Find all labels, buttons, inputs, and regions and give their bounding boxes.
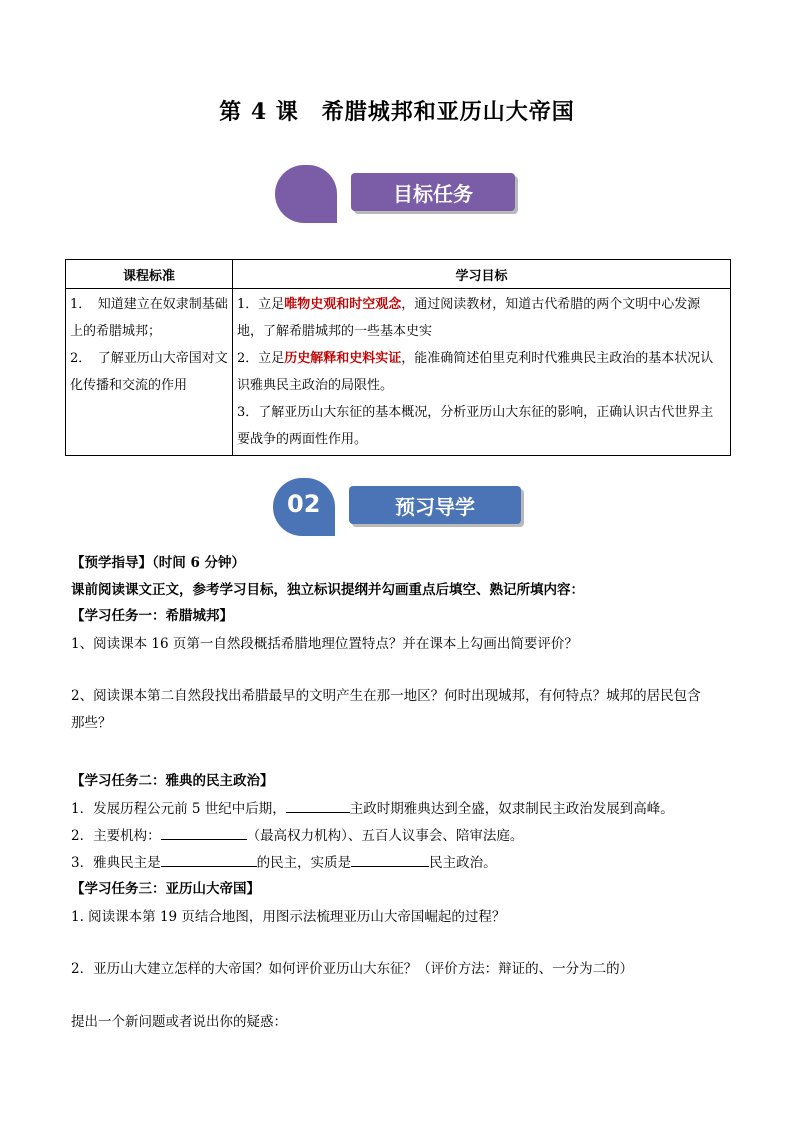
guide-heading: 【预学指导】（时间 6 分钟） bbox=[71, 555, 246, 571]
task2-title: 【学习任务二：雅典的民主政治】 bbox=[71, 773, 274, 789]
goal-item: 1．立足唯物史观和时空观念，通过阅读教材，知道古代希腊的两个文明中心发源地，了解希腊城邦的一些基本史实 bbox=[237, 297, 701, 339]
header-goals: 学习目标 bbox=[233, 260, 731, 289]
task1-question: 1、阅读课本 16 页第一自然段概括希腊地理位置特点？并在课本上勾画出简要评价？ bbox=[71, 636, 578, 652]
curriculum-table bbox=[65, 259, 731, 456]
task2-line: 3．雅典民主是 的民主，实质是 民主政治。 bbox=[71, 851, 497, 871]
fill-blank[interactable] bbox=[161, 852, 257, 867]
task1-question: 2、阅读课本第二自然段找出希腊最早的文明产生在那一地区？何时出现城邦，有何特点？城邦的居民包含 bbox=[71, 688, 701, 704]
table-row bbox=[66, 289, 731, 456]
task3-question: 2．亚历山大建立怎样的大帝国？如何评价亚历山大东征？（评价方法：辩证的、一分为二的） bbox=[71, 961, 634, 977]
standard-item: 2． 了解亚历山大帝国对文化传播和交流的作用 bbox=[70, 351, 228, 393]
task1-title: 【学习任务一：希腊城邦】 bbox=[71, 608, 233, 624]
task2-line: 1．发展历程公元前 5 世纪中后期， 主政时期雅典达到全盛，奴隶制民主政治发展到高峰。 bbox=[71, 797, 674, 817]
banner-label: 目标任务 bbox=[351, 173, 515, 211]
standards-cell bbox=[66, 289, 233, 456]
task1-question-cont: 那些？ bbox=[71, 715, 112, 731]
banner-cap-shape bbox=[273, 478, 335, 536]
task3-question: 1. 阅读课本第 19 页结合地图，用图示法梳理亚历山大帝国崛起的过程？ bbox=[71, 909, 506, 925]
banner-label: 预习导学 bbox=[349, 486, 521, 524]
section-banner-preview bbox=[273, 478, 533, 538]
header-standards: 课程标准 bbox=[66, 260, 233, 289]
fill-blank[interactable] bbox=[351, 852, 429, 867]
banner-number: 02 bbox=[287, 490, 321, 518]
goal-item: 3．了解亚历山大东征的基本概况，分析亚历山大东征的影响，正确认识古代世界主要战争的两面性作用。 bbox=[237, 405, 714, 447]
goal-item: 2．立足历史解释和史料实证，能准确简述伯里克利时代雅典民主政治的基本状况认识雅典民主政治的局限性。 bbox=[237, 351, 714, 393]
page-title: 第 4 课 希腊城邦和亚历山大帝国 bbox=[219, 99, 575, 125]
closing-prompt: 提出一个新问题或者说出你的疑惑： bbox=[71, 1014, 287, 1030]
standard-item: 1． 知道建立在奴隶制基础上的希腊城邦； bbox=[70, 297, 228, 339]
fill-blank[interactable] bbox=[286, 798, 350, 813]
section-banner-goals bbox=[275, 165, 525, 225]
banner-cap-shape bbox=[275, 165, 337, 223]
task2-line: 2．主要机构： （最高权力机构）、五百人议事会、陪审法庭。 bbox=[71, 824, 523, 844]
guide-instruction: 课前阅读课文正文，参考学习目标，独立标识提纲并勾画重点后填空、熟记所填内容： bbox=[71, 582, 584, 598]
task3-title: 【学习任务三：亚历山大帝国】 bbox=[71, 881, 260, 897]
fill-blank[interactable] bbox=[161, 825, 247, 840]
table-header-row bbox=[66, 260, 731, 289]
goals-cell bbox=[233, 289, 731, 456]
